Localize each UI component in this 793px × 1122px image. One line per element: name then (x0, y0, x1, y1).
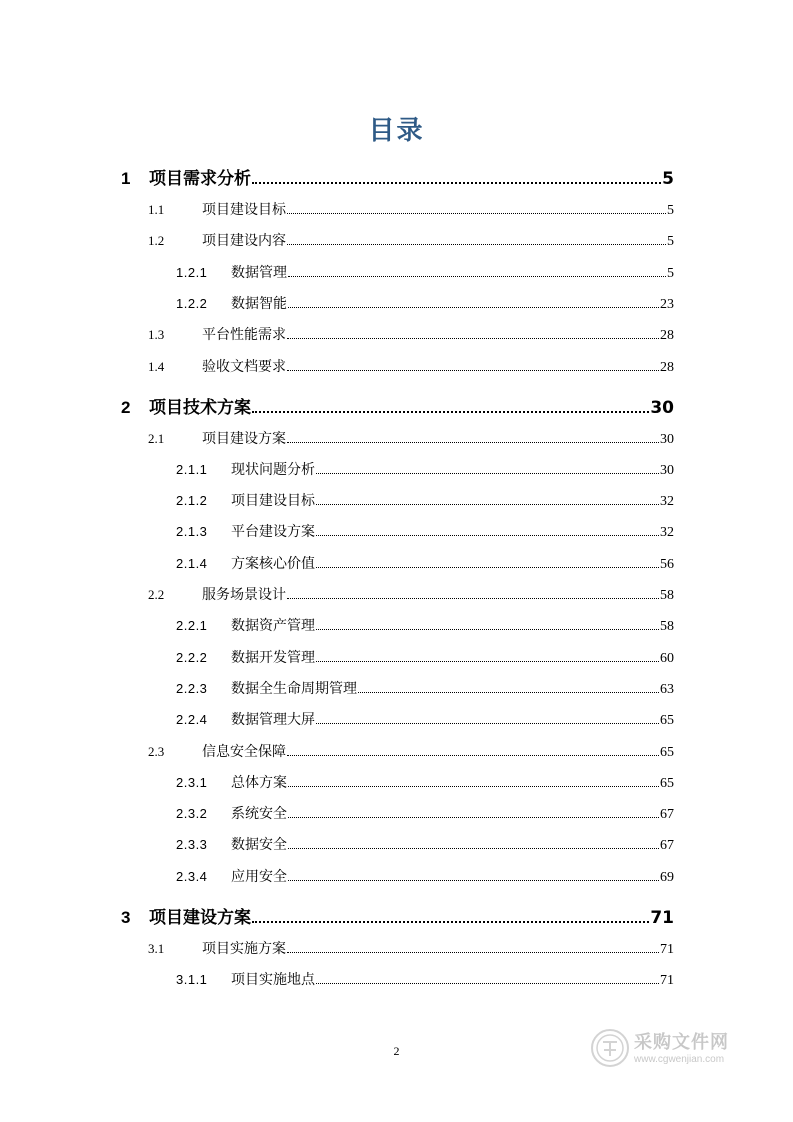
toc-entry-number: 2.2.1 (176, 618, 208, 634)
toc-leader-dots (316, 472, 659, 474)
toc-entry-text: 服务场景设计 (202, 587, 286, 603)
toc-leader-dots (358, 691, 659, 693)
toc-leader-dots (288, 785, 659, 787)
toc-entry[interactable] (176, 553, 674, 573)
toc-leader-dots (316, 628, 659, 630)
toc-leader-dots (316, 982, 659, 984)
toc-entry-page: 67 (660, 838, 674, 854)
toc-leader-dots (287, 369, 659, 371)
toc-entry[interactable] (176, 521, 674, 541)
toc-entry-number: 2.3.1 (176, 774, 208, 790)
toc-entry-page: 58 (660, 619, 674, 635)
toc-entry-text: 数据安全 (231, 837, 287, 854)
toc-entry-number: 2.1.3 (176, 524, 208, 540)
toc-entry-page: 28 (660, 359, 674, 375)
seal-logo-icon (590, 1028, 630, 1068)
toc-entry-page: 5 (662, 169, 674, 189)
toc-entry-number: 1.2 (148, 233, 165, 249)
toc-entry-number: 2.2.3 (176, 680, 208, 696)
toc-entry[interactable] (176, 615, 674, 635)
toc-entry-number: 2 (121, 397, 131, 417)
toc-entry-page: 67 (660, 807, 674, 823)
toc-entry-text: 项目建设目标 (231, 493, 315, 510)
toc-entry-number: 2.2 (148, 587, 165, 602)
toc-leader-dots (287, 212, 666, 214)
toc-entry-page: 63 (660, 681, 674, 697)
toc-entry[interactable] (148, 199, 674, 219)
toc-entry-page: 58 (660, 588, 674, 603)
toc-entry[interactable] (176, 803, 674, 823)
toc-title: 目录 (368, 116, 425, 146)
toc-entry-page: 56 (660, 556, 674, 572)
toc-entry-text: 方案核心价值 (231, 555, 315, 572)
toc-leader-dots (287, 243, 666, 245)
toc-entry-page: 30 (650, 397, 674, 418)
toc-entry[interactable] (121, 393, 674, 418)
toc-entry-text: 项目建设方案 (202, 430, 286, 447)
watermark-title: 采购文件网 (634, 1032, 729, 1053)
toc-leader-dots (252, 181, 661, 184)
toc-leader-dots (288, 306, 659, 308)
toc-entry-page: 5 (667, 265, 674, 281)
toc-entry-page: 5 (667, 203, 674, 218)
toc-entry-page: 65 (660, 775, 674, 791)
toc-entry-text: 数据开发管理 (231, 649, 315, 666)
toc-entry-text: 应用安全 (231, 868, 287, 885)
toc-entry[interactable] (148, 356, 674, 376)
toc-entry-text: 项目技术方案 (149, 397, 251, 418)
toc-entry-number: 3 (121, 907, 131, 927)
toc-leader-dots (316, 503, 659, 505)
toc-entry-number: 2.2.2 (176, 649, 208, 665)
toc-entry-page: 30 (660, 462, 674, 478)
toc-entry-text: 项目建设方案 (149, 907, 251, 928)
toc-leader-dots (252, 410, 649, 413)
toc-entry-number: 2.1 (148, 430, 165, 446)
toc-entry[interactable] (148, 938, 674, 958)
toc-entry-text: 系统安全 (231, 806, 287, 823)
toc-entry[interactable] (148, 324, 674, 344)
toc-entry-number: 1.2.2 (176, 295, 208, 311)
toc-entry-text: 项目建设内容 (202, 233, 286, 250)
toc-entry-text: 项目实施方案 (202, 940, 286, 957)
toc-leader-dots (287, 337, 659, 339)
toc-leader-dots (316, 660, 659, 662)
toc-leader-dots (287, 597, 659, 599)
toc-entry-text: 数据全生命周期管理 (231, 680, 357, 697)
toc-entry-page: 28 (660, 328, 674, 344)
toc-entry-page: 65 (660, 744, 674, 760)
page-number: 2 (393, 1044, 400, 1058)
toc-leader-dots (316, 722, 659, 724)
toc-entry-page: 71 (660, 973, 674, 988)
toc-entry-text: 平台建设方案 (231, 524, 315, 541)
toc-entry-number: 2.1.2 (176, 493, 208, 509)
toc-entry-number: 2.2.4 (176, 712, 208, 728)
toc-entry-page: 32 (660, 494, 674, 510)
toc-entry[interactable] (176, 647, 674, 667)
toc-entry-text: 项目实施地点 (231, 972, 315, 988)
toc-entry-text: 项目建设目标 (202, 202, 286, 218)
toc-entry-text: 验收文档要求 (202, 358, 286, 375)
toc-entry-page: 30 (660, 431, 674, 447)
toc-entry-page: 60 (660, 650, 674, 666)
toc-entry-text: 平台性能需求 (202, 327, 286, 344)
toc-entry[interactable] (176, 293, 674, 313)
toc-entry[interactable] (121, 903, 674, 928)
toc-entry-number: 1.2.1 (176, 264, 208, 280)
toc-leader-dots (252, 920, 649, 923)
toc-entry[interactable] (148, 428, 674, 448)
watermark-url: www.cgwenjian.com (634, 1054, 725, 1065)
toc-leader-dots (288, 275, 666, 277)
toc-entry-page: 71 (660, 941, 674, 957)
toc-entry[interactable] (176, 969, 674, 989)
watermark (590, 1024, 750, 1074)
toc-leader-dots (316, 534, 659, 536)
toc-entry-text: 数据智能 (231, 295, 287, 312)
toc-entry[interactable] (176, 709, 674, 729)
toc-entry[interactable] (176, 678, 674, 698)
toc-entry-number: 1.4 (148, 358, 165, 374)
toc-entry-page: 69 (660, 869, 674, 885)
toc-entry[interactable] (176, 262, 674, 282)
toc-entry-text: 现状问题分析 (231, 461, 315, 478)
toc-entry-page: 32 (660, 525, 674, 541)
toc-leader-dots (287, 951, 659, 953)
toc-entry-number: 1.1 (148, 202, 165, 217)
toc-entry-number: 3.1 (148, 940, 165, 956)
toc-entry-number: 1.3 (148, 327, 165, 343)
toc-leader-dots (288, 816, 659, 818)
toc-entry-text: 数据管理大屏 (231, 712, 315, 729)
toc-leader-dots (288, 847, 659, 849)
toc-entry-text: 信息安全保障 (202, 743, 286, 760)
toc-entry-page: 65 (660, 713, 674, 729)
toc-entry-text: 总体方案 (231, 774, 287, 791)
toc-entry-number: 1 (121, 169, 131, 188)
toc-leader-dots (287, 754, 659, 756)
toc-entry[interactable] (176, 490, 674, 510)
toc-entry[interactable] (176, 834, 674, 854)
toc-entry[interactable] (148, 741, 674, 761)
toc-entry-text: 项目需求分析 (149, 169, 251, 189)
toc-entry[interactable] (176, 772, 674, 792)
toc-entry[interactable] (121, 164, 674, 189)
toc-entry[interactable] (176, 866, 674, 886)
toc-entry-text: 数据资产管理 (231, 618, 315, 635)
toc-entry-number: 2.3 (148, 743, 165, 759)
toc-entry-number: 2.3.2 (176, 806, 208, 822)
toc-entry-number: 2.1.4 (176, 555, 208, 571)
toc-entry-page: 71 (650, 907, 674, 928)
toc-entry-number: 2.3.4 (176, 868, 208, 884)
toc-entry-page: 5 (667, 234, 674, 250)
toc-leader-dots (316, 566, 659, 568)
toc-leader-dots (287, 441, 659, 443)
toc-entry-number: 2.3.3 (176, 837, 208, 853)
toc-entry[interactable] (148, 584, 674, 604)
toc-entry-number: 2.1.1 (176, 461, 208, 477)
toc-entry[interactable] (176, 459, 674, 479)
toc-entry-text: 数据管理 (231, 264, 287, 281)
toc-entry-page: 23 (660, 296, 674, 312)
toc-entry-number: 3.1.1 (176, 972, 208, 987)
toc-leader-dots (288, 879, 659, 881)
toc-entry[interactable] (148, 230, 674, 250)
